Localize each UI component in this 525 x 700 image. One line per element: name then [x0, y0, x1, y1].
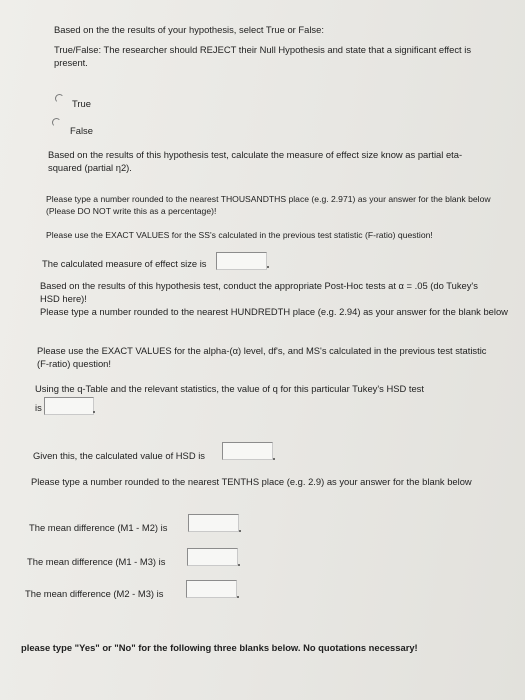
q3-exact-values: Please use the EXACT VALUES for the alpha-(α) level, df's, and MS's calculated in the previous test statistic (F-ratio) question!	[37, 345, 487, 369]
q4-rounding: Please type a number rounded to the nearest TENTHS place (e.g. 2.9) as your answer for the blank below	[31, 476, 472, 487]
q2-rounding: Please type a number rounded to the nearest THOUSANDTHS place (e.g. 2.971) as your answer for the blank below (Please DO NOT write this as a percentage)!	[46, 194, 491, 216]
mean-diff-m2-m3-label: The mean difference (M2 - M3) is	[25, 588, 164, 599]
mean-diff-m2-m3-input[interactable]	[186, 580, 237, 598]
mean-diff-m1-m3-input[interactable]	[187, 548, 238, 566]
effect-size-input[interactable]	[216, 252, 267, 270]
option-false-label: False	[70, 125, 93, 136]
period	[93, 411, 95, 413]
q-value-label-end: is	[35, 402, 42, 413]
hsd-label: Given this, the calculated value of HSD is	[33, 450, 205, 461]
period	[239, 530, 241, 532]
q-value-label: Using the q-Table and the relevant statistics, the value of q for this particular Tukey's HSD test	[35, 383, 424, 394]
q1-statement: True/False: The researcher should REJECT their Null Hypothesis and state that a significant effect is present.	[54, 44, 472, 68]
radio-false[interactable]	[52, 118, 61, 127]
period	[267, 266, 269, 268]
q2-exact-values: Please use the EXACT VALUES for the SS's calculated in the previous test statistic (F-ratio) question!	[46, 230, 433, 240]
effect-size-label: The calculated measure of effect size is	[42, 258, 207, 269]
radio-true[interactable]	[55, 94, 64, 103]
mean-diff-m1-m2-label: The mean difference (M1 - M2) is	[29, 522, 168, 533]
period	[237, 596, 239, 598]
q3-prompt: Based on the results of this hypothesis test, conduct the appropriate Post-Hoc tests at α = .05 (do Tukey's HSD here)!	[40, 280, 478, 304]
q5-instruction: please type "Yes" or "No" for the following three blanks below. No quotations necessary!	[21, 642, 418, 653]
period	[238, 564, 240, 566]
hsd-input[interactable]	[222, 442, 273, 460]
q3-rounding: Please type a number rounded to the nearest HUNDREDTH place (e.g. 2.94) as your answer for the blank below	[40, 306, 508, 317]
q-value-input[interactable]	[44, 397, 94, 415]
period	[273, 458, 275, 460]
q2-prompt: Based on the results of this hypothesis test, calculate the measure of effect size know as partial eta-squared (partial η2).	[48, 149, 463, 173]
option-true-label: True	[72, 98, 91, 109]
mean-diff-m1-m2-input[interactable]	[188, 514, 239, 532]
mean-diff-m1-m3-label: The mean difference (M1 - M3) is	[27, 556, 166, 567]
q1-intro: Based on the the results of your hypothesis, select True or False:	[54, 24, 324, 35]
